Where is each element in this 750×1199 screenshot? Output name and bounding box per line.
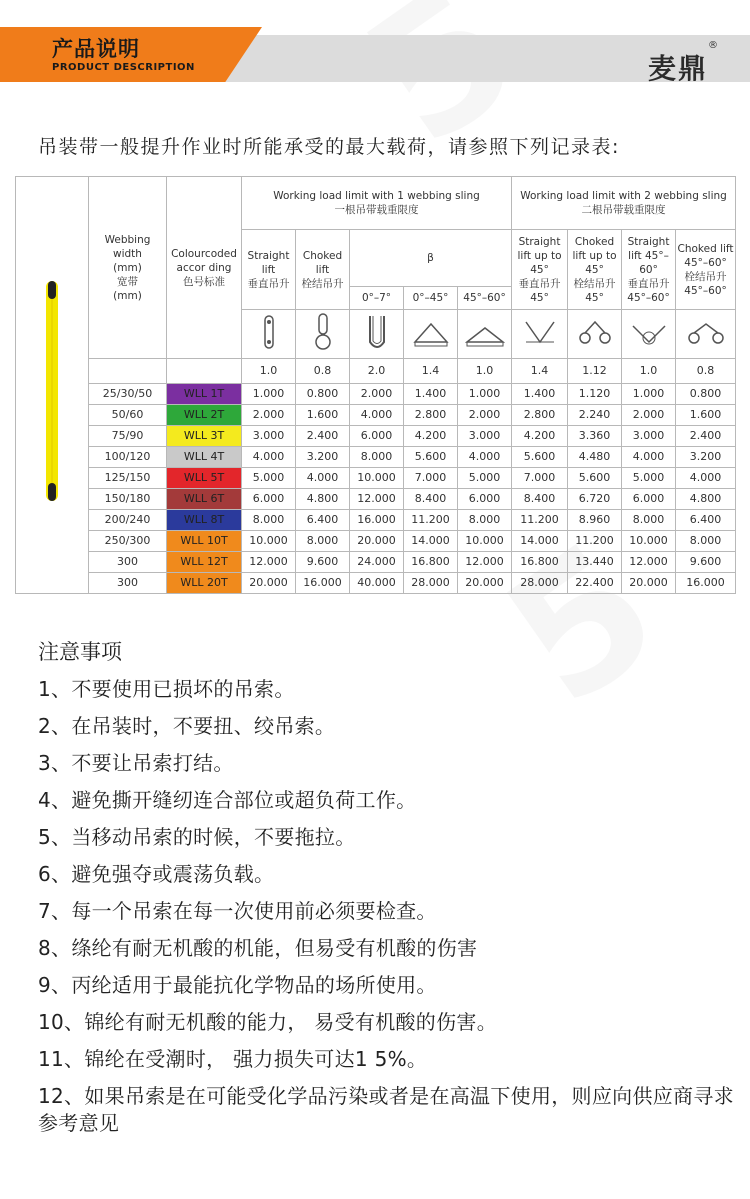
width-cell: 100/120 xyxy=(89,447,167,468)
load-value-cell: 6.400 xyxy=(676,510,736,531)
sling-illustration-cell xyxy=(16,177,89,594)
note-item: 3、不要让吊索打结。 xyxy=(38,751,234,775)
load-value-cell: 4.800 xyxy=(296,489,350,510)
load-value-cell: 5.000 xyxy=(458,468,512,489)
width-cell: 150/180 xyxy=(89,489,167,510)
load-value-cell: 12.000 xyxy=(622,552,676,573)
load-value-cell: 9.600 xyxy=(296,552,350,573)
wll-color-cell: WLL 10T xyxy=(167,531,242,552)
load-value-cell: 5.600 xyxy=(512,447,568,468)
table-row xyxy=(16,510,736,531)
load-value-cell: 16.000 xyxy=(676,573,736,594)
load-value-cell: 11.200 xyxy=(512,510,568,531)
load-value-cell: 4.000 xyxy=(242,447,296,468)
load-value-cell: 8.960 xyxy=(568,510,622,531)
load-value-cell: 0.800 xyxy=(676,384,736,405)
header-banner xyxy=(0,27,750,85)
load-value-cell: 9.600 xyxy=(676,552,736,573)
load-value-cell: 1.000 xyxy=(242,384,296,405)
load-value-cell: 4.000 xyxy=(296,468,350,489)
load-value-cell: 20.000 xyxy=(458,573,512,594)
load-value-cell: 3.200 xyxy=(296,447,350,468)
load-limit-table xyxy=(15,176,735,601)
note-item: 5、当移动吊索的时候，不要拖拉。 xyxy=(38,825,356,849)
wll-color-cell: WLL 3T xyxy=(167,426,242,447)
width-cell: 200/240 xyxy=(89,510,167,531)
load-value-cell: 16.000 xyxy=(350,510,404,531)
width-cell: 50/60 xyxy=(89,405,167,426)
illus-basket xyxy=(350,310,404,359)
notes-list xyxy=(38,676,738,1137)
load-value-cell: 7.000 xyxy=(512,468,568,489)
note-item: 6、避免强夺或震荡负载。 xyxy=(38,862,275,886)
load-value-cell: 10.000 xyxy=(622,531,676,552)
wll-color-cell: WLL 8T xyxy=(167,510,242,531)
load-value-cell: 4.000 xyxy=(622,447,676,468)
illus-basket45 xyxy=(404,310,458,359)
note-item: 8、绦纶有耐无机酸的机能，但易受有机酸的伤害 xyxy=(38,936,478,960)
illus-choked xyxy=(296,310,350,359)
illus-2leg-straight60 xyxy=(622,310,676,359)
load-value-cell: 1.400 xyxy=(404,384,458,405)
table-row xyxy=(16,405,736,426)
load-value-cell: 4.800 xyxy=(676,489,736,510)
load-value-cell: 4.200 xyxy=(404,426,458,447)
wll-color-cell: WLL 5T xyxy=(167,468,242,489)
load-value-cell: 6.000 xyxy=(350,426,404,447)
factor-cell: 0.8 xyxy=(676,359,736,384)
h-beta: β xyxy=(350,230,512,287)
table-row xyxy=(16,384,736,405)
factor-row xyxy=(16,359,736,384)
load-value-cell: 10.000 xyxy=(242,531,296,552)
load-value-cell: 2.800 xyxy=(512,405,568,426)
factor-cell: 1.12 xyxy=(568,359,622,384)
header-subtitle: PRODUCT DESCRIPTION xyxy=(52,62,195,73)
wll-color-cell: WLL 12T xyxy=(167,552,242,573)
load-value-cell: 5.600 xyxy=(404,447,458,468)
basket-60-icon xyxy=(465,312,505,352)
wll-color-cell: WLL 4T xyxy=(167,447,242,468)
table-row xyxy=(16,426,736,447)
note-item: 9、丙纶适用于最能抗化学物品的场所使用。 xyxy=(38,973,437,997)
width-cell: 250/300 xyxy=(89,531,167,552)
load-value-cell: 8.000 xyxy=(622,510,676,531)
load-value-cell: 8.000 xyxy=(458,510,512,531)
webbing-sling-icon xyxy=(44,281,60,501)
load-value-cell: 1.600 xyxy=(676,405,736,426)
h-beta3: 45°–60° xyxy=(458,287,512,310)
load-value-cell: 3.360 xyxy=(568,426,622,447)
load-value-cell: 6.000 xyxy=(242,489,296,510)
load-value-cell: 40.000 xyxy=(350,573,404,594)
note-item: 1、不要使用已损坏的吊索。 xyxy=(38,677,295,701)
illus-2leg-choked60 xyxy=(676,310,736,359)
load-value-cell: 4.200 xyxy=(512,426,568,447)
load-value-cell: 11.200 xyxy=(404,510,458,531)
load-value-cell: 16.800 xyxy=(512,552,568,573)
load-value-cell: 16.800 xyxy=(404,552,458,573)
width-cell: 25/30/50 xyxy=(89,384,167,405)
group2-header: Working load limit with 2 webbing sling 二根吊带载重限度 xyxy=(512,177,736,230)
note-item: 11、锦纶在受潮时， 强力损失可达1 5%。 xyxy=(38,1047,428,1071)
width-cell: 75/90 xyxy=(89,426,167,447)
load-value-cell: 8.400 xyxy=(404,489,458,510)
note-item: 4、避免撕开缝纫连合部位或超负荷工作。 xyxy=(38,788,417,812)
factor-cell: 2.0 xyxy=(350,359,404,384)
table-row xyxy=(16,573,736,594)
factor-cell: 1.4 xyxy=(512,359,568,384)
width-cell: 125/150 xyxy=(89,468,167,489)
load-value-cell: 6.720 xyxy=(568,489,622,510)
factor-blank xyxy=(167,359,242,384)
load-value-cell: 7.000 xyxy=(404,468,458,489)
table-row xyxy=(16,468,736,489)
intro-text: 吊装带一般提升作业时所能承受的最大载荷，请参照下列记录表: xyxy=(38,136,620,158)
two-leg-choked60-icon xyxy=(686,312,726,352)
note-item: 2、在吊装时，不要扭、绞吊索。 xyxy=(38,714,336,738)
note-item: 10、锦纶有耐无机酸的能力， 易受有机酸的伤害。 xyxy=(38,1010,498,1034)
load-value-cell: 28.000 xyxy=(404,573,458,594)
basket-lift-icon xyxy=(362,312,392,352)
factor-cell: 0.8 xyxy=(296,359,350,384)
load-value-cell: 20.000 xyxy=(622,573,676,594)
illus-2leg-straight45 xyxy=(512,310,568,359)
header-title: 产品说明 xyxy=(52,37,140,61)
load-value-cell: 1.400 xyxy=(512,384,568,405)
width-cell: 300 xyxy=(89,573,167,594)
load-value-cell: 4.000 xyxy=(350,405,404,426)
wll-color-cell: WLL 6T xyxy=(167,489,242,510)
factor-blank xyxy=(89,359,167,384)
load-value-cell: 0.800 xyxy=(296,384,350,405)
load-value-cell: 3.000 xyxy=(458,426,512,447)
h-straight-lift: Straight lift 垂直吊升 xyxy=(242,230,296,310)
table-row xyxy=(16,531,736,552)
load-value-cell: 8.000 xyxy=(242,510,296,531)
wll-color-cell: WLL 1T xyxy=(167,384,242,405)
load-value-cell: 20.000 xyxy=(350,531,404,552)
col-header-width: Webbing width (mm) 宽带 (mm) xyxy=(89,177,167,359)
basket-45-icon xyxy=(411,312,451,352)
load-value-cell: 5.000 xyxy=(622,468,676,489)
two-leg-straight60-icon xyxy=(629,312,669,352)
width-cell: 300 xyxy=(89,552,167,573)
note-item: 12、如果吊索是在可能受化学品污染或者是在高温下使用，则应向供应商寻求参考意见 xyxy=(38,1084,734,1135)
load-value-cell: 1.000 xyxy=(458,384,512,405)
load-value-cell: 8.000 xyxy=(296,531,350,552)
load-value-cell: 4.000 xyxy=(458,447,512,468)
load-value-cell: 3.200 xyxy=(676,447,736,468)
table-row xyxy=(16,447,736,468)
illus-straight xyxy=(242,310,296,359)
load-value-cell: 11.200 xyxy=(568,531,622,552)
col-header-color: Colourcoded accor ding 色号标准 xyxy=(167,177,242,359)
load-value-cell: 4.000 xyxy=(676,468,736,489)
note-item: 7、每一个吊索在每一次使用前必须要检查。 xyxy=(38,899,437,923)
two-leg-choked-icon xyxy=(575,312,615,352)
load-value-cell: 12.000 xyxy=(242,552,296,573)
two-leg-straight-icon xyxy=(520,312,560,352)
load-value-cell: 1.000 xyxy=(622,384,676,405)
registered-mark: ® xyxy=(708,40,718,51)
load-value-cell: 5.000 xyxy=(242,468,296,489)
load-value-cell: 6.000 xyxy=(458,489,512,510)
load-value-cell: 1.600 xyxy=(296,405,350,426)
load-value-cell: 16.000 xyxy=(296,573,350,594)
load-value-cell: 3.000 xyxy=(242,426,296,447)
load-value-cell: 12.000 xyxy=(350,489,404,510)
load-value-cell: 10.000 xyxy=(350,468,404,489)
wll-color-cell: WLL 2T xyxy=(167,405,242,426)
load-value-cell: 2.000 xyxy=(458,405,512,426)
load-value-cell: 20.000 xyxy=(242,573,296,594)
load-value-cell: 2.240 xyxy=(568,405,622,426)
load-value-cell: 2.400 xyxy=(296,426,350,447)
h2-straight45: Straight lift up to 45° 垂直吊升 45° xyxy=(512,230,568,310)
choked-lift-icon xyxy=(308,312,338,352)
load-value-cell: 14.000 xyxy=(512,531,568,552)
load-value-cell: 2.000 xyxy=(350,384,404,405)
h-beta1: 0°–7° xyxy=(350,287,404,310)
group1-header: Working load limit with 1 webbing sling 一根吊带载重限度 xyxy=(242,177,512,230)
illus-basket60 xyxy=(458,310,512,359)
factor-cell: 1.0 xyxy=(622,359,676,384)
h-beta2: 0°–45° xyxy=(404,287,458,310)
illus-2leg-choked45 xyxy=(568,310,622,359)
notes-section xyxy=(38,636,738,1147)
load-value-cell: 12.000 xyxy=(458,552,512,573)
h2-choked60: Choked lift 45°–60° 栓结吊升 45°–60° xyxy=(676,230,736,310)
table-row xyxy=(16,489,736,510)
load-value-cell: 3.000 xyxy=(622,426,676,447)
load-value-cell: 14.000 xyxy=(404,531,458,552)
load-value-cell: 6.000 xyxy=(622,489,676,510)
load-value-cell: 6.400 xyxy=(296,510,350,531)
factor-cell: 1.0 xyxy=(242,359,296,384)
load-value-cell: 8.000 xyxy=(676,531,736,552)
factor-cell: 1.4 xyxy=(404,359,458,384)
table-row xyxy=(16,552,736,573)
load-value-cell: 2.000 xyxy=(622,405,676,426)
factor-cell: 1.0 xyxy=(458,359,512,384)
load-value-cell: 8.400 xyxy=(512,489,568,510)
wll-color-cell: WLL 20T xyxy=(167,573,242,594)
notes-title: 注意事项 xyxy=(38,640,122,664)
h2-straight60: Straight lift 45°–60° 垂直吊升 45°–60° xyxy=(622,230,676,310)
load-value-cell: 4.480 xyxy=(568,447,622,468)
load-value-cell: 10.000 xyxy=(458,531,512,552)
h2-choked45: Choked lift up to 45° 栓结吊升 45° xyxy=(568,230,622,310)
load-value-cell: 5.600 xyxy=(568,468,622,489)
load-value-cell: 28.000 xyxy=(512,573,568,594)
load-value-cell: 24.000 xyxy=(350,552,404,573)
load-value-cell: 2.000 xyxy=(242,405,296,426)
load-value-cell: 22.400 xyxy=(568,573,622,594)
h-choked-lift: Choked lift 栓结吊升 xyxy=(296,230,350,310)
load-value-cell: 2.400 xyxy=(676,426,736,447)
straight-lift-icon xyxy=(254,312,284,352)
load-value-cell: 8.000 xyxy=(350,447,404,468)
brand-logo: 麦鼎 xyxy=(647,52,708,85)
load-value-cell: 13.440 xyxy=(568,552,622,573)
load-value-cell: 2.800 xyxy=(404,405,458,426)
load-value-cell: 1.120 xyxy=(568,384,622,405)
